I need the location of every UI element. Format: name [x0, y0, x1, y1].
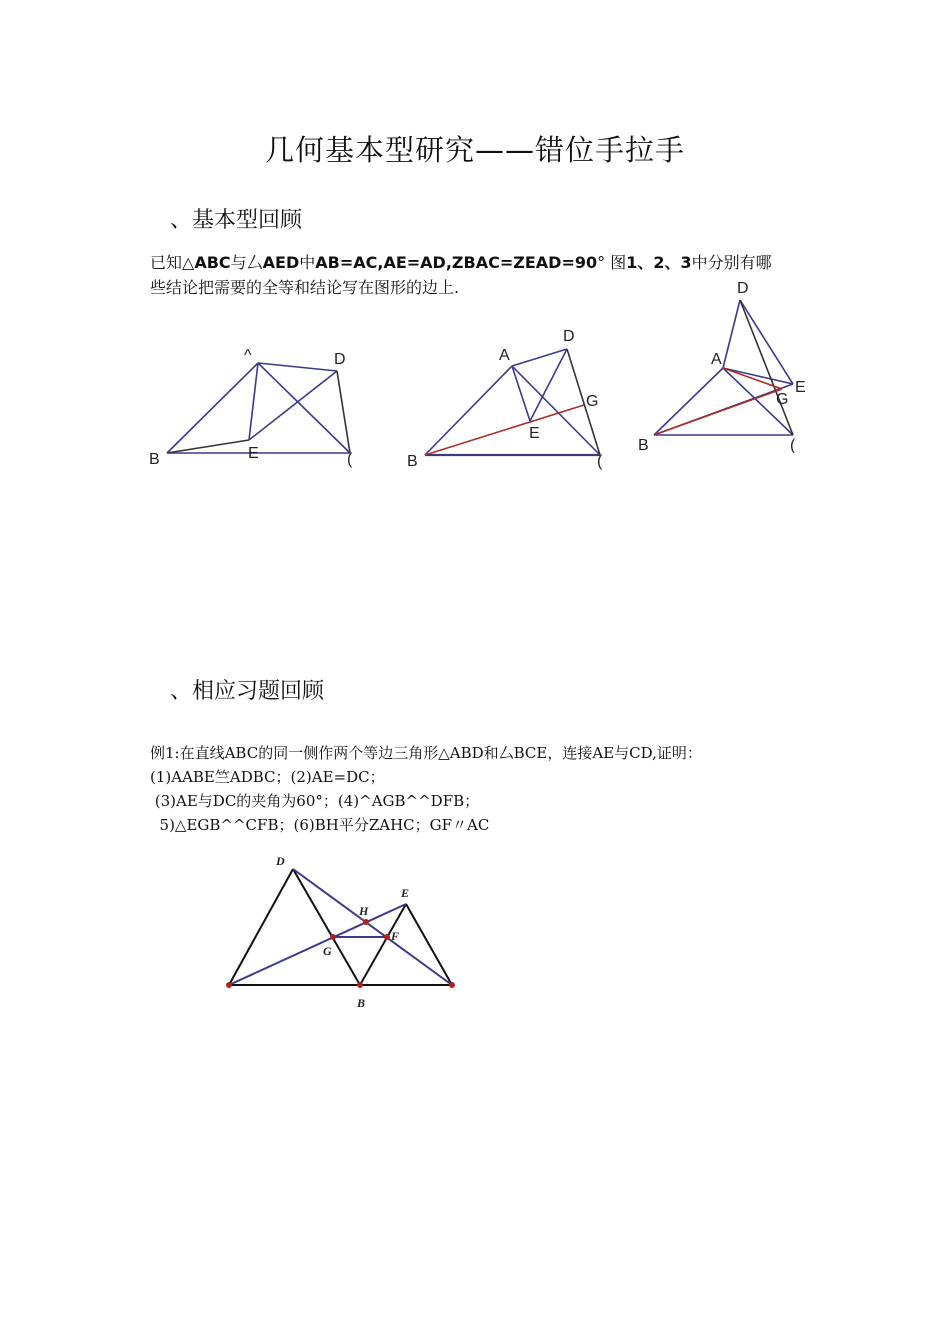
fig4-point-B — [357, 982, 363, 988]
fig3-seg-DE — [740, 300, 793, 384]
fig4-seg-EC — [406, 904, 452, 985]
fig4-point-G — [330, 934, 336, 940]
fig2-label-G: G — [586, 393, 599, 410]
given-mid1: 与厶 — [230, 253, 263, 272]
figure-1 — [140, 340, 365, 470]
fig3-seg-AG — [723, 368, 782, 389]
figure-example — [215, 850, 475, 1010]
fig4-label-G: G — [323, 944, 332, 958]
fig1-label-C: ( — [347, 451, 353, 468]
fig1-seg-BA — [167, 363, 258, 453]
given-cond: AB=AC,AE=AD, — [315, 253, 452, 272]
example-line-3: (3)AE与DC的夹角为60°；(4)^AGB^^DFB； — [150, 792, 480, 810]
given-tri1: ABC — [194, 253, 231, 272]
fig4-seg-AE — [229, 904, 406, 985]
fig4-point-F — [384, 934, 390, 940]
fig2-label-D: D — [563, 328, 575, 345]
fig4-seg-DC — [293, 869, 452, 985]
section-heading-basic: 、基本型回顾 — [170, 208, 303, 233]
fig2-label-A: A — [499, 347, 510, 364]
given-angle: ZBAC=ZEAD=90 — [451, 253, 598, 272]
fig4-label-E: E — [401, 886, 410, 900]
given-mid2: 中 — [299, 253, 316, 272]
given-fig-pre: 图 — [610, 253, 627, 272]
fig2-label-B: B — [407, 453, 418, 470]
fig3-seg-BA — [654, 368, 723, 435]
fig2-label-E: E — [529, 425, 540, 442]
fig1-seg-ED — [249, 371, 337, 440]
example-line-4: 5)△EGB^^CFB；(6)BH平分ZAHC；GF〃AC — [150, 816, 490, 834]
fig4-point-C — [449, 982, 455, 988]
fig1-seg-AC — [258, 363, 350, 453]
fig4-label-F: F — [391, 929, 400, 943]
fig4-label-D: D — [276, 854, 285, 868]
figure-2 — [400, 322, 615, 472]
fig1-seg-AD — [258, 363, 337, 371]
fig4-point-H — [363, 919, 369, 925]
fig1-seg-DC — [337, 371, 350, 453]
fig3-seg-BG — [654, 389, 782, 435]
fig1-label-B: B — [149, 451, 160, 468]
fig3-seg-DC — [740, 300, 793, 435]
given-line-1 — [150, 250, 772, 275]
figure-3 — [630, 278, 815, 453]
fig3-seg-AE — [723, 368, 793, 384]
fig1-label-E: E — [248, 445, 259, 462]
fig1-seg-AE — [249, 363, 258, 440]
fig2-seg-ED — [530, 349, 567, 421]
given-post: 中分别有哪 — [691, 253, 772, 272]
example-line-1: 例1:在直线ABC的同一侧作两个等边三角形△ABD和厶BCE，连接AE与CD,证明： — [150, 744, 702, 762]
fig3-label-D: D — [737, 280, 749, 297]
given-deg: ° — [597, 253, 606, 272]
given-line-2: 些结论把需要的全等和结论写在图形的边上. — [150, 278, 460, 297]
fig3-label-G: G — [776, 391, 789, 408]
given-pre: 已知△ — [150, 253, 195, 272]
fig1-label-A: ^ — [244, 347, 252, 364]
fig4-seg-AD — [229, 869, 293, 985]
fig4-point-A — [226, 982, 232, 988]
fig3-label-E: E — [795, 379, 806, 396]
given-fig-nums: 1、2、3 — [626, 253, 692, 272]
fig4-seg-DB — [293, 869, 360, 985]
section-heading-exercises: 、相应习题回顾 — [170, 679, 325, 704]
given-tri2: AED — [262, 253, 300, 272]
fig3-label-B: B — [638, 437, 649, 453]
page-title: 几何基本型研究——错位手拉手 — [264, 133, 685, 167]
fig4-label-B: B — [357, 996, 366, 1010]
fig3-seg-AD — [723, 300, 740, 368]
fig4-label-H: H — [359, 904, 369, 918]
fig1-label-D: D — [334, 351, 346, 368]
fig2-label-C: ( — [597, 453, 603, 470]
example-line-2: (1)AABE竺ADBC；(2)AE=DC； — [150, 768, 385, 786]
fig3-label-C: ( — [790, 437, 796, 453]
fig3-label-A: A — [711, 351, 722, 368]
